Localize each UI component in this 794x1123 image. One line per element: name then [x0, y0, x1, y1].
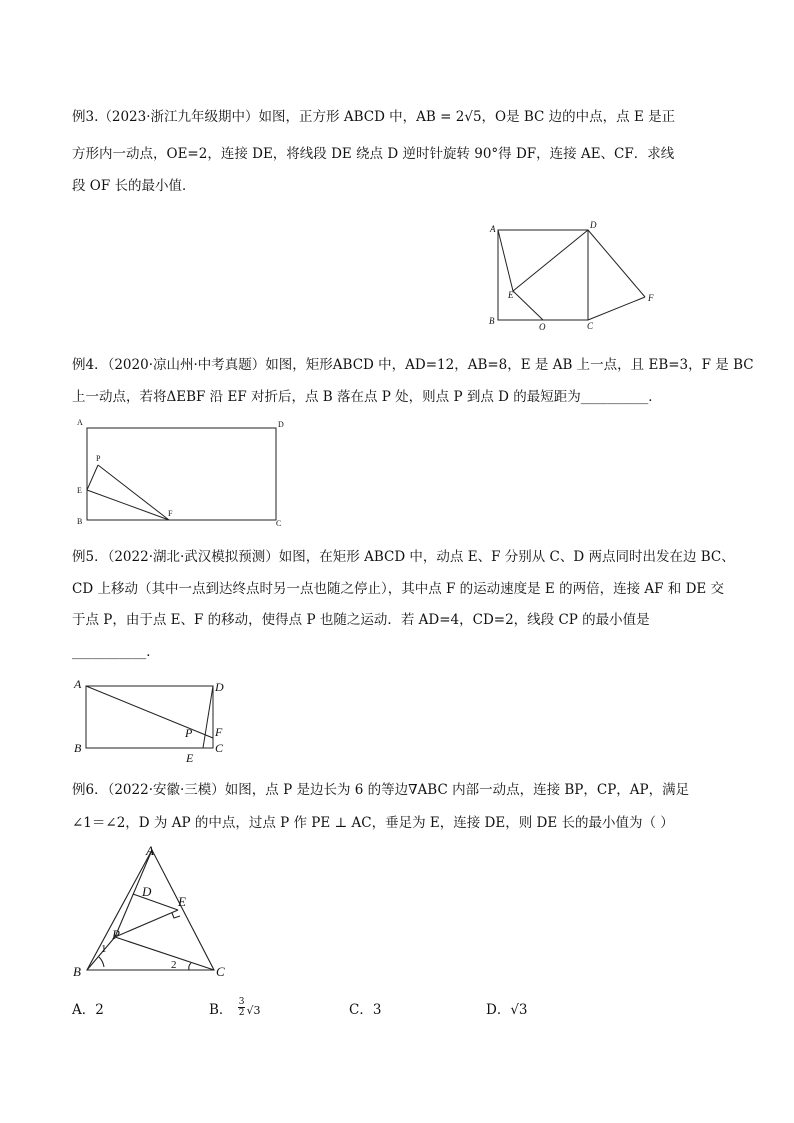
ex5-label-p: P: [185, 726, 193, 740]
option-b[interactable]: [209, 998, 260, 1018]
ex5-text-line-2: CD 上移动（其中一点到达终点时另一点也随之停止），其中点 F 的运动速度是 E 的两倍，连接 AF 和 DE 交: [72, 581, 725, 597]
ex3-figure: [484, 220, 664, 339]
ex4-figure: [72, 414, 292, 536]
ex6-angle-1-label: 1: [101, 943, 107, 955]
ex4-label-a: A: [77, 418, 83, 427]
ex5-label-e: E: [186, 751, 194, 764]
ex3-label-o: O: [539, 322, 546, 332]
option-b-label: B．: [209, 1002, 233, 1018]
ex4-label-c: C: [276, 519, 282, 528]
ex6-angle-2-label: 2: [171, 959, 177, 971]
ex3-label-f: F: [648, 293, 654, 303]
ex6-label-d: D: [142, 884, 152, 899]
ex5-text-line-1: 例5．（2022·湖北·武汉模拟预测）如图，在矩形 ABCD 中，动点 E、F 分别从 C、D 两点同时出发在边 BC、: [72, 549, 735, 565]
option-d[interactable]: D．√3: [486, 1002, 528, 1018]
ex5-text-line-3: 于点 P，由于点 E、F 的移动，使得点 P 也随之运动．若 AD=4，CD=2，线段 CP 的最小值是: [72, 612, 650, 628]
option-b-radical: √3: [246, 1004, 261, 1017]
ex6-text-line-2: ∠1＝∠2，D 为 AP 的中点，过点 P 作 PE ⊥ AC，垂足为 E，连接 DE，则 DE 长的最小值为（ ）: [72, 815, 674, 831]
ex4-label-d: D: [278, 420, 284, 429]
ex6-label-a: A: [146, 843, 154, 858]
ex6-text-line-1: 例6．（2022·安徽·三模）如图，点 P 是边长为 6 的等边∇ABC 内部一动点，连接 BP，CP，AP，满足: [72, 782, 690, 798]
ex5-figure: [72, 674, 242, 768]
ex4-text-line-2: 上一动点，若将ΔEBF 沿 EF 对折后，点 B 落在点 P 处，则点 P 到点 D 的最短距为__________．: [72, 389, 662, 405]
option-b-fraction: [238, 997, 246, 1018]
ex3-label-d: D: [590, 220, 597, 230]
ex6-label-c: C: [216, 964, 225, 979]
option-c[interactable]: C．3: [349, 1002, 382, 1018]
ex3-label-c: C: [587, 321, 594, 331]
ex5-text-line-4: ___________．: [72, 644, 160, 660]
ex5-label-b: B: [74, 741, 82, 755]
ex6-figure: [72, 840, 242, 986]
ex4-text-line-1: 例4．（2020·凉山州·中考真题）如图，矩形ABCD 中，AD=12，AB=8，E 是 AB 上一点，且 EB=3，F 是 BC: [72, 357, 754, 373]
ex3-text-line-2: 方形内一动点，OE=2，连接 DE，将线段 DE 绕点 D 逆时针旋转 90°得 DF，连接 AE、CF．求线: [72, 146, 675, 162]
ex5-label-f: F: [215, 725, 223, 739]
ex3-label-a: A: [490, 224, 496, 234]
option-a[interactable]: A．2: [72, 1002, 104, 1018]
ex4-label-e: E: [77, 486, 82, 495]
ex3-text-line-3: 段 OF 长的最小值．: [72, 178, 196, 194]
ex4-label-p: P: [96, 454, 101, 463]
option-b-numerator: 3: [238, 997, 245, 1007]
ex4-label-f: F: [168, 509, 173, 518]
ex5-label-c: C: [215, 741, 224, 755]
ex5-label-a: A: [74, 677, 82, 691]
option-b-denominator: 2: [238, 1008, 245, 1018]
ex6-label-e: E: [178, 894, 186, 909]
ex3-text-line-1: 例3.（2023·浙江九年级期中）如图，正方形 ABCD 中，AB = 2√5，O是 BC 边的中点，点 E 是正: [72, 109, 676, 125]
ex5-label-d: D: [215, 680, 224, 694]
ex6-label-p: P: [112, 927, 120, 942]
ex6-label-b: B: [73, 964, 81, 979]
ex4-label-b: B: [77, 517, 83, 526]
ex3-label-b: B: [489, 316, 495, 326]
ex3-label-e: E: [508, 290, 514, 300]
